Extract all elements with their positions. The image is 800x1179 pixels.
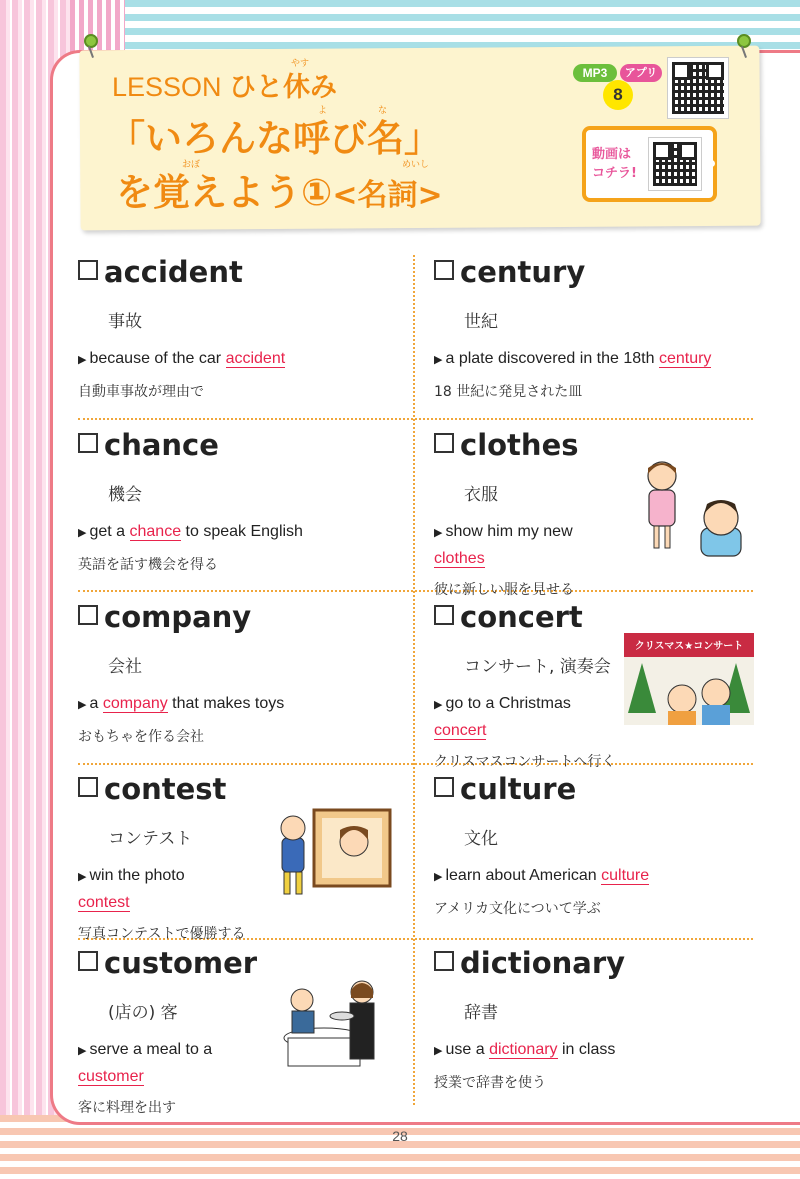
- tablet-button-icon: [708, 160, 715, 167]
- vocab-translation: おもちゃを作る会社: [78, 729, 204, 745]
- checkbox[interactable]: [78, 260, 98, 280]
- vocab-translation: アメリカ文化について学ぶ: [434, 901, 601, 917]
- vocab-word: culture: [460, 772, 577, 806]
- example-text: use a: [445, 1041, 490, 1058]
- example-keyword: culture: [601, 867, 650, 884]
- contest-illustration: [274, 800, 394, 900]
- ruby-yo: よ: [318, 106, 328, 116]
- example-text: get a: [89, 523, 130, 540]
- vocab-word: dictionary: [460, 946, 626, 980]
- vocab-example: ▶ win the photo contest: [78, 867, 185, 911]
- vocab-entry: [434, 772, 764, 918]
- concert-illustration: [624, 633, 754, 725]
- example-text-after: that makes toys: [167, 695, 285, 712]
- page-number: 28: [392, 1128, 408, 1144]
- checkbox[interactable]: [434, 951, 454, 971]
- video-link-label: [592, 145, 647, 183]
- vocab-meaning: (店の) 客: [108, 1003, 178, 1023]
- vocab-word: contest: [104, 772, 227, 806]
- app-badge: アプリ: [620, 64, 662, 82]
- example-text: a: [89, 695, 103, 712]
- ruby-yasu: やす: [291, 59, 310, 69]
- vocab-meaning: コンテスト: [108, 829, 193, 849]
- clothes-illustration: [635, 458, 755, 558]
- vocab-meaning: 衣服: [464, 485, 498, 505]
- ruby-na: な: [378, 106, 388, 116]
- vocab-word: chance: [104, 428, 219, 462]
- example-text: go to a Christmas: [445, 695, 571, 712]
- example-text: because of the car: [89, 350, 226, 367]
- example-keyword: century: [658, 350, 712, 367]
- video-qr-code-icon[interactable]: [649, 138, 701, 190]
- checkbox[interactable]: [78, 951, 98, 971]
- lesson-title: [112, 65, 337, 104]
- row-divider: [78, 763, 753, 765]
- example-keyword: contest: [78, 894, 130, 911]
- pin-icon: [737, 34, 751, 48]
- checkbox[interactable]: [78, 605, 98, 625]
- vocab-meaning: 世紀: [464, 312, 498, 332]
- vocab-translation: 授業で辞書を使う: [434, 1075, 546, 1091]
- example-keyword: chance: [129, 523, 182, 540]
- vocab-example: ▶ a company that makes toys: [78, 695, 285, 712]
- example-text-after: in class: [557, 1041, 616, 1058]
- track-number-badge: 8: [603, 80, 633, 110]
- vocab-entry: [78, 600, 408, 746]
- vocab-example: ▶ learn about American culture: [434, 867, 650, 884]
- example-text: show him my new: [445, 523, 573, 540]
- vocab-example: ▶ a plate discovered in the 18th century: [434, 350, 712, 367]
- vocab-entry: [434, 428, 634, 599]
- vocab-word: accident: [104, 255, 243, 289]
- vocab-meaning: コンサート, 演奏会: [464, 657, 611, 677]
- vocab-word: concert: [460, 600, 583, 634]
- vocab-word: clothes: [460, 428, 579, 462]
- vocab-entry: [78, 428, 408, 574]
- vocab-entry: [78, 946, 278, 1117]
- vocab-translation: 客に料理を出す: [78, 1100, 176, 1116]
- ruby-meishi: めいし: [402, 160, 430, 170]
- row-divider: [78, 590, 753, 592]
- vocab-translation: 18 世紀に発見された皿: [434, 384, 583, 400]
- qr-code-icon[interactable]: [668, 58, 728, 118]
- vocab-entry: [78, 772, 278, 943]
- example-keyword: company: [102, 695, 168, 712]
- checkbox[interactable]: [78, 777, 98, 797]
- vocab-example: ▶ get a chance to speak English: [78, 523, 303, 540]
- vocab-example: ▶ go to a Christmas concert: [434, 695, 571, 739]
- vocab-example: ▶ show him my new clothes: [434, 523, 573, 567]
- checkbox[interactable]: [434, 777, 454, 797]
- example-text-after: to speak English: [181, 523, 303, 540]
- column-divider: [413, 255, 415, 1105]
- vocab-entry: [78, 255, 408, 401]
- vocab-example: ▶ serve a meal to a customer: [78, 1041, 213, 1085]
- vocab-translation: クリスマスコンサートへ行く: [434, 754, 616, 770]
- customer-illustration: [276, 976, 386, 1068]
- lesson-prefix: LESSON: [112, 72, 222, 102]
- vocab-meaning: 事故: [108, 312, 142, 332]
- vocab-meaning: 機会: [108, 485, 142, 505]
- checkbox[interactable]: [434, 260, 454, 280]
- vocab-example: ▶ use a dictionary in class: [434, 1041, 616, 1058]
- row-divider: [78, 418, 753, 420]
- example-keyword: dictionary: [489, 1041, 558, 1058]
- vocab-meaning: 文化: [464, 829, 498, 849]
- example-text: win the photo: [89, 867, 185, 884]
- vocab-entry: [434, 600, 624, 771]
- page-title-line2: [116, 162, 443, 216]
- checkbox[interactable]: [434, 433, 454, 453]
- video-label-line1: 動画は: [592, 147, 632, 162]
- title-line2-main: を覚えよう: [116, 171, 301, 214]
- vocab-translation: 英語を話す機会を得る: [78, 557, 218, 573]
- ruby-obo: おぼ: [182, 160, 201, 170]
- title-line2-number: ①: [301, 171, 333, 214]
- vocab-entry: [434, 946, 764, 1092]
- vocab-example: ▶ because of the car accident: [78, 350, 286, 367]
- vocab-translation: 自動車事故が理由で: [78, 384, 204, 400]
- lesson-name: ひと休み: [229, 72, 338, 103]
- title-line2-tag: <名詞>: [332, 178, 443, 213]
- mp3-badge: MP3: [573, 64, 617, 82]
- vocab-word: customer: [104, 946, 258, 980]
- vocab-entry: [434, 255, 764, 401]
- video-label-line2: コチラ!: [592, 166, 637, 181]
- example-keyword: clothes: [434, 550, 485, 567]
- example-keyword: customer: [78, 1068, 144, 1085]
- example-text: serve a meal to a: [89, 1041, 213, 1058]
- vocab-word: company: [104, 600, 252, 634]
- example-text: learn about American: [445, 867, 602, 884]
- example-text: a plate discovered in the 18th: [445, 350, 659, 367]
- example-keyword: concert: [434, 722, 487, 739]
- vocab-translation: 写真コンテストで優勝する: [78, 926, 246, 942]
- pin-icon: [84, 34, 98, 48]
- concert-sign-text: クリスマス★コンサート: [634, 641, 744, 652]
- page-title-line1: 「いろんな呼び名」: [108, 117, 441, 160]
- vocab-meaning: 会社: [108, 657, 142, 677]
- example-keyword: accident: [225, 350, 286, 367]
- vocab-translation: 彼に新しい服を見せる: [434, 582, 574, 598]
- vocab-meaning: 辞書: [464, 1003, 498, 1023]
- checkbox[interactable]: [78, 433, 98, 453]
- vocab-word: century: [460, 255, 586, 289]
- checkbox[interactable]: [434, 605, 454, 625]
